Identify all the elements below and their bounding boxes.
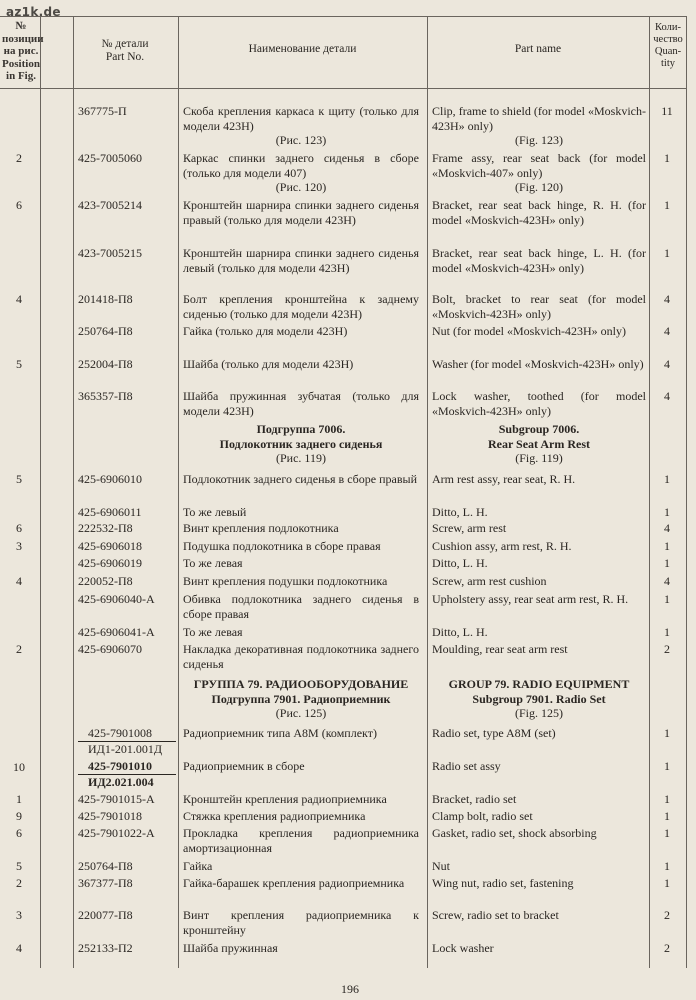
name-en-cell: Upholstery assy, rear seat arm rest, R. H.: [432, 592, 629, 606]
quantity-cell: 2: [664, 642, 670, 656]
name-ru-cell: Кронштейн шарнира спинки заднего сиденья правый (только для модели 423Н): [183, 198, 419, 227]
part-number-cell: 425-7901018: [78, 809, 142, 823]
part-number-cell: 201418-П8: [78, 292, 133, 306]
position-cell: 4: [16, 574, 22, 588]
name-ru-cell: Радиоприемник в сборе: [183, 759, 305, 773]
subgroup-number-ru: Подгруппа 7006.: [256, 422, 346, 436]
name-ru-cell: То же левая: [183, 625, 243, 639]
part-number-cell: 425-7005060: [78, 151, 142, 165]
name-ru-cell: Накладка декоративная подлокотника заднего сиденья: [183, 642, 419, 671]
name-en-cell: Screw, arm rest cushion: [432, 574, 547, 588]
group-title-en: GROUP 79. RADIO EQUIPMENT: [448, 677, 630, 691]
name-ru-cell: То же левая: [183, 556, 243, 570]
name-en-cell: Radio set, type A8M (set): [432, 726, 556, 740]
name-en-cell: Lock washer, toothed (for model «Moskvich-423H» only): [432, 389, 646, 418]
position-cell: 3: [16, 539, 22, 553]
name-en-cell: Bracket, rear seat back hinge, R. H. (for model «Moskvich-423H» only): [432, 198, 646, 227]
part-number-cell: [78, 726, 176, 757]
quantity-cell: 1: [664, 198, 670, 212]
part-number-cell: 425-6906011: [78, 505, 142, 519]
name-ru-cell: Подлокотник заднего сиденья в сборе правый: [183, 472, 417, 486]
name-en-cell: Ditto, L. H.: [432, 625, 488, 639]
name-ru-cell: [183, 151, 419, 195]
quantity-cell: 1: [664, 246, 670, 260]
quantity-cell: 4: [664, 292, 670, 306]
position-cell: 5: [16, 472, 22, 486]
part-number-cell: 425-6906070: [78, 642, 142, 656]
name-en-cell: Bolt, bracket to rear seat (for model «Moskvich-423H» only): [432, 292, 646, 321]
name-ru-cell: [183, 104, 419, 148]
position-cell: 2: [16, 151, 22, 165]
name-ru-cell: Винт крепления подушки подлокотника: [183, 574, 388, 588]
subgroup-title-en: Rear Seat Arm Rest: [487, 436, 591, 451]
quantity-cell: 1: [664, 592, 670, 606]
name-en-cell: Nut (for model «Moskvich-423H» only): [432, 324, 626, 338]
part-number-cell: 252004-П8: [78, 357, 133, 371]
figure-ref-ru: (Рис. 119): [276, 451, 326, 465]
header-part-no-en: Part No.: [105, 51, 145, 63]
header-quantity-en: Quan- tity: [654, 46, 682, 69]
subgroup-heading-ru: [183, 422, 419, 466]
quantity-cell: 1: [664, 472, 670, 486]
part-number-cell: 220052-П8: [78, 574, 133, 588]
name-en-cell: Arm rest assy, rear seat, R. H.: [432, 472, 576, 486]
quantity-cell: 1: [664, 876, 670, 890]
quantity-cell: 1: [664, 809, 670, 823]
part-number-cell: [78, 759, 176, 790]
name-ru-cell: Стяжка крепления радиоприемника: [183, 809, 366, 823]
quantity-cell: 4: [664, 357, 670, 371]
name-en-cell: Gasket, radio set, shock absorbing: [432, 826, 597, 840]
position-cell: 4: [16, 941, 22, 955]
figure-ref-ru: (Рис. 120): [275, 180, 327, 194]
name-en-cell: Ditto, L. H.: [432, 505, 488, 519]
figure-ref-en: (Fig. 125): [515, 706, 563, 720]
page-number: 196: [341, 982, 359, 996]
name-ru-cell: Радиоприемник типа А8М (комплект): [183, 726, 377, 740]
name-en-cell: Cushion assy, arm rest, R. H.: [432, 539, 572, 553]
header-name-en: Part name: [514, 43, 562, 55]
part-number-cell: 425-7901015-А: [78, 792, 155, 806]
name-ru-cell: Винт крепления подлокотника: [183, 521, 339, 535]
part-number-cell: 423-7005215: [78, 246, 142, 260]
header-part-no-ru: № детали: [101, 38, 149, 50]
name-en-cell: Screw, arm rest: [432, 521, 507, 535]
name-ru-cell: Обивка подлокотника заднего сиденья в сборе правая: [183, 592, 419, 621]
header-position-ru: № позиции на рис.: [2, 20, 44, 57]
quantity-cell: 2: [664, 908, 670, 922]
name-ru-cell: Гайка-барашек крепления радиоприемника: [183, 876, 405, 890]
quantity-cell: 1: [664, 726, 670, 740]
quantity-cell: 1: [664, 539, 670, 553]
column-divider: [649, 16, 650, 968]
group-heading-en: [432, 677, 646, 721]
header-name-ru: Наименование детали: [248, 43, 357, 55]
header-quantity-ru: Коли- чество: [653, 22, 683, 45]
name-en-cell: Bracket, radio set: [432, 792, 517, 806]
quantity-cell: 1: [664, 556, 670, 570]
quantity-cell: 4: [664, 324, 670, 338]
name-ru-cell: Кронштейн крепления радиоприемника: [183, 792, 387, 806]
part-number-cell: 220077-П8: [78, 908, 133, 922]
name-en-cell: [432, 104, 646, 148]
part-number-cell: 365357-П8: [78, 389, 133, 403]
position-cell: 6: [16, 826, 22, 840]
column-divider: [178, 16, 179, 968]
name-ru-cell: Шайба пружинная зубчатая (только для модели 423Н): [183, 389, 419, 418]
name-en-cell: Bracket, rear seat back hinge, L. H. (for model «Moskvich-423H» only): [432, 246, 646, 275]
part-number-primary: 425-7901010: [78, 759, 176, 775]
part-number-cell: 252133-П2: [78, 941, 133, 955]
quantity-cell: 1: [664, 151, 670, 165]
quantity-cell: 1: [664, 792, 670, 806]
header-position-en: Position in Fig.: [2, 57, 40, 82]
position-cell: 2: [16, 642, 22, 656]
name-ru-text: Скоба крепления каркаса к щиту (только для модели 423Н): [183, 104, 419, 133]
part-number-primary: 425-7901008: [78, 726, 176, 742]
part-number-cell: 425-6906010: [78, 472, 142, 486]
part-number-secondary: ИД2.021.004: [88, 775, 154, 789]
position-cell: 6: [16, 521, 22, 535]
name-en-cell: Radio set assy: [432, 759, 501, 773]
quantity-cell: 1: [664, 505, 670, 519]
quantity-cell: 4: [664, 521, 670, 535]
name-en-cell: Clamp bolt, radio set: [432, 809, 533, 823]
subgroup-title-en: Subgroup 7901. Radio Set: [472, 691, 606, 706]
name-ru-cell: Гайка (только для модели 423Н): [183, 324, 348, 338]
site-watermark: az1k.de: [6, 5, 61, 19]
part-number-cell: 250764-П8: [78, 324, 133, 338]
name-en-cell: Wing nut, radio set, fastening: [432, 876, 574, 890]
name-en-cell: [432, 151, 646, 195]
part-number-cell: 425-7901022-А: [78, 826, 155, 840]
subgroup-number-en: Subgroup 7006.: [498, 422, 580, 436]
position-cell: 10: [13, 760, 25, 774]
position-cell: 5: [16, 357, 22, 371]
group-title-ru: ГРУППА 79. РАДИООБОРУДОВАНИЕ: [193, 677, 409, 691]
subgroup-title-ru: Подгруппа 7901. Радиоприемник: [211, 691, 391, 706]
part-number-cell: 425-6906018: [78, 539, 142, 553]
quantity-cell: 11: [661, 104, 673, 118]
name-ru-cell: Подушка подлокотника в сборе правая: [183, 539, 381, 553]
subgroup-title-ru: Подлокотник заднего сиденья: [219, 436, 383, 451]
position-cell: 9: [16, 809, 22, 823]
header-part-no: [75, 38, 175, 64]
column-divider: [686, 16, 687, 968]
figure-ref-en: (Fig. 119): [515, 451, 563, 465]
position-cell: 6: [16, 198, 22, 212]
column-divider: [73, 16, 74, 968]
position-cell: 4: [16, 292, 22, 306]
part-number-cell: 222532-П8: [78, 521, 133, 535]
name-en-cell: Ditto, L. H.: [432, 556, 488, 570]
name-ru-cell: Прокладка крепления радиоприемника амортизационная: [183, 826, 419, 855]
header-position: [2, 20, 44, 83]
part-number-cell: 425-6906040-А: [78, 592, 155, 606]
name-ru-cell: Винт крепления радиоприемника к кронштейну: [183, 908, 419, 937]
position-cell: 2: [16, 876, 22, 890]
position-cell: 3: [16, 908, 22, 922]
position-cell: 5: [16, 859, 22, 873]
name-en-text: Clip, frame to shield (for model «Moskvich-423H» only): [432, 104, 646, 133]
subgroup-heading-en: [432, 422, 646, 466]
header-quantity: [650, 22, 686, 70]
name-ru-cell: То же левый: [183, 505, 247, 519]
quantity-cell: 1: [664, 859, 670, 873]
name-ru-cell: Шайба пружинная: [183, 941, 278, 955]
name-en-cell: Moulding, rear seat arm rest: [432, 642, 568, 656]
quantity-cell: 4: [664, 389, 670, 403]
quantity-cell: 1: [664, 625, 670, 639]
group-heading-ru: [183, 677, 419, 721]
part-number-secondary: ИД1-201.001Д: [88, 742, 163, 756]
name-ru-cell: Кронштейн шарнира спинки заднего сиденья левый (только для модели 423Н): [183, 246, 419, 275]
quantity-cell: 1: [664, 826, 670, 840]
name-en-cell: Nut: [432, 859, 450, 873]
part-number-cell: 423-7005214: [78, 198, 142, 212]
figure-ref-en: (Fig. 120): [515, 180, 563, 194]
part-number-cell: 250764-П8: [78, 859, 133, 873]
name-en-cell: Screw, radio set to bracket: [432, 908, 559, 922]
column-divider: [427, 16, 428, 968]
part-number-cell: 367775-П: [78, 104, 127, 118]
name-en-cell: Washer (for model «Moskvich-423H» only): [432, 357, 644, 371]
name-ru-cell: Гайка: [183, 859, 213, 873]
column-divider: [40, 16, 41, 968]
part-number-cell: 425-6906041-А: [78, 625, 155, 639]
quantity-cell: 1: [664, 759, 670, 773]
part-number-cell: 425-6906019: [78, 556, 142, 570]
quantity-cell: 4: [664, 574, 670, 588]
name-ru-cell: Шайба (только для модели 423Н): [183, 357, 354, 371]
figure-ref-ru: (Рис. 125): [275, 706, 327, 720]
name-en-text: Frame assy, rear seat back (for model «Moskvich-407» only): [432, 151, 646, 180]
quantity-cell: 2: [664, 941, 670, 955]
name-en-cell: Lock washer: [432, 941, 494, 955]
name-ru-text: Каркас спинки заднего сиденья в сборе (только для модели 407): [183, 151, 419, 180]
part-number-cell: 367377-П8: [78, 876, 133, 890]
figure-ref-ru: (Рис. 123): [275, 133, 327, 147]
header-rule: [0, 88, 686, 89]
name-ru-cell: Болт крепления кронштейна к заднему сиденью (только для модели 423Н): [183, 292, 419, 321]
figure-ref-en: (Fig. 123): [515, 133, 563, 147]
position-cell: 1: [16, 792, 22, 806]
